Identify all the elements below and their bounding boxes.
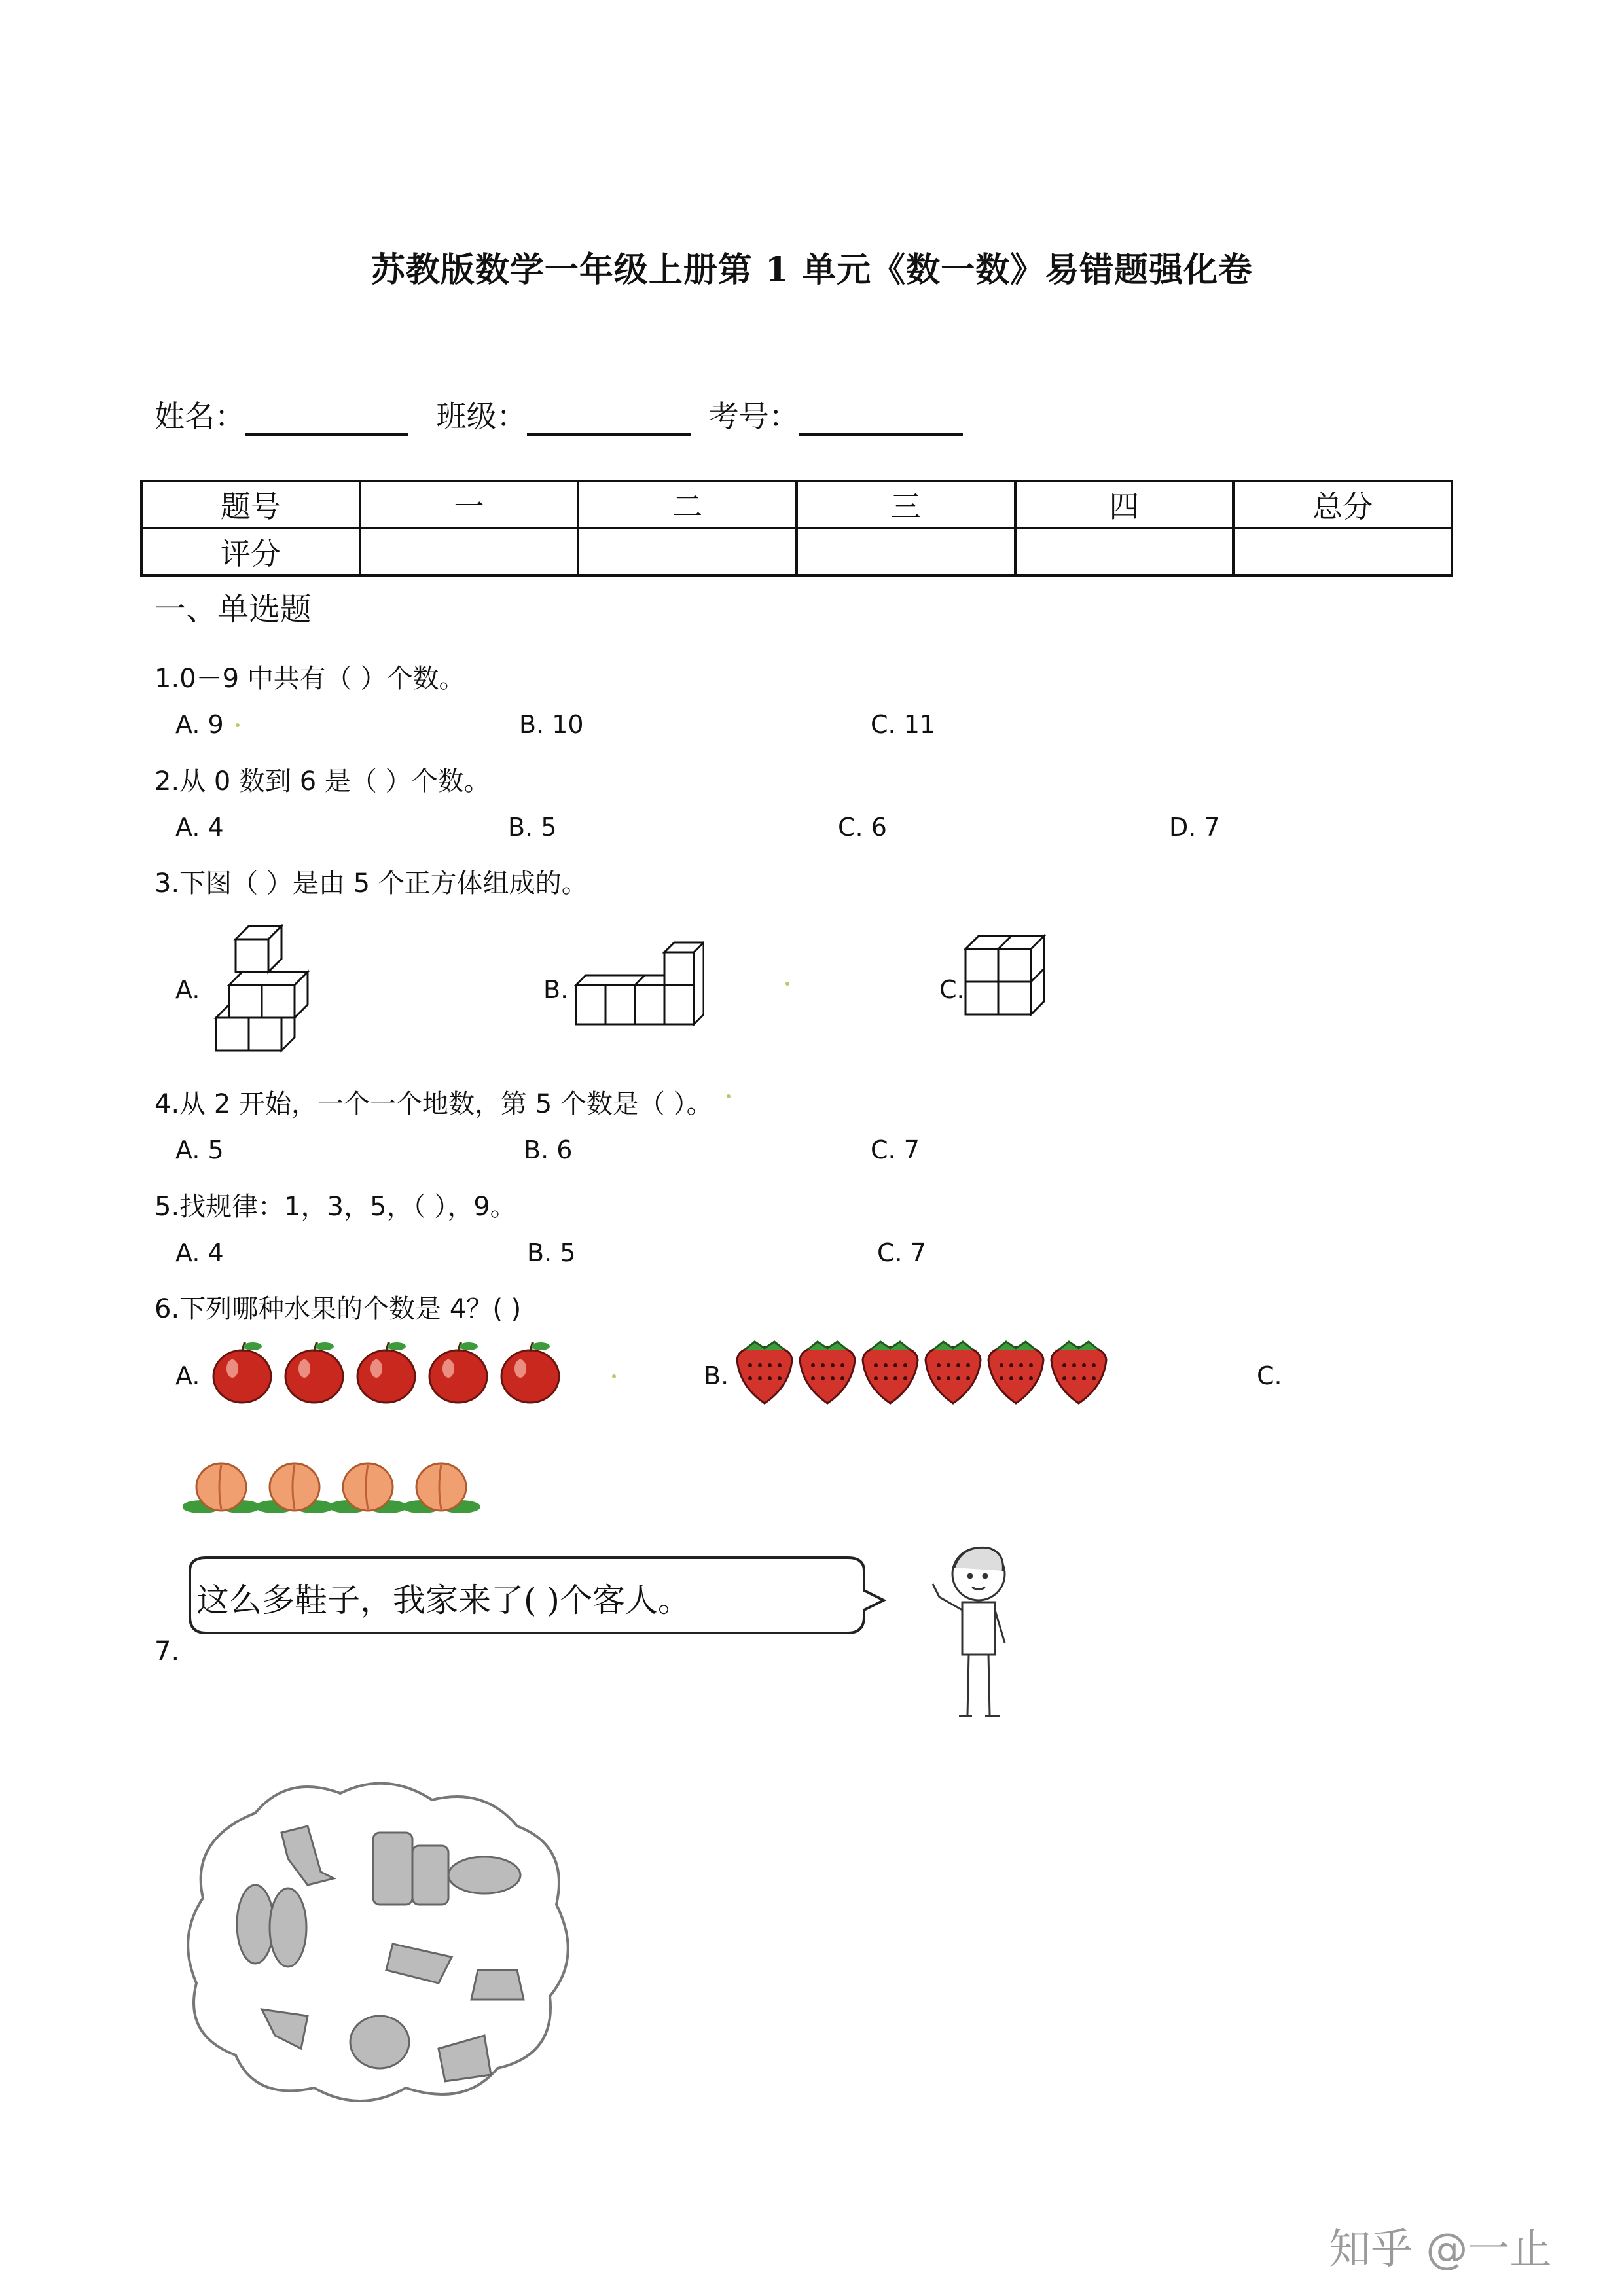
boy-illustration [916,1538,1034,1734]
score-table [140,480,1453,577]
score-table-header-row [141,481,1452,528]
q6-option-a[interactable]: A. [175,1361,200,1390]
q4-option-b[interactable]: B. 6 [524,1136,573,1164]
class-blank[interactable] [527,407,691,436]
strawberry-icon [863,1342,918,1403]
speck [785,982,789,986]
score-cell[interactable] [360,528,579,575]
q3-option-c[interactable]: C. [939,975,965,1004]
question-4: 4.从 2 开始，一个一个地数，第 5 个数是（ ）。 [154,1089,713,1119]
q1-option-c[interactable]: C. 11 [871,710,936,739]
exam-no-label: 考号： [708,399,799,434]
score-header-cell: 题号 [141,481,360,528]
watermark: 知乎 @一止 [1329,2225,1552,2274]
peach-icon [183,1463,261,1513]
page-title: 苏教版数学一年级上册第 1 单元《数一数》易错题强化卷 [370,250,1254,290]
q3-option-a[interactable]: A. [175,975,200,1004]
q2-option-a[interactable]: A. 4 [175,813,224,842]
q5-option-a[interactable]: A. 4 [175,1238,224,1267]
q2-option-c[interactable]: C. 6 [838,813,887,842]
peaches-row [183,1453,484,1525]
strawberries-row [733,1335,1126,1407]
q4-option-c[interactable]: C. 7 [871,1136,920,1164]
question-5: 5.找规律：1，3，5，（ ），9。 [154,1192,516,1222]
strawberry-icon [988,1342,1043,1403]
speech-text: 这么多鞋子，我家来了( )个客人。 [196,1581,691,1619]
apple-icon [285,1342,343,1403]
peach-icon [402,1463,480,1513]
question-6: 6.下列哪种水果的个数是 4？( ) [154,1294,522,1324]
peach-icon [329,1463,407,1513]
peach-icon [255,1463,334,1513]
speck [236,723,240,727]
cube-figure-b [573,936,704,1041]
apples-row [209,1338,576,1410]
name-label: 姓名： [154,399,245,434]
apple-icon [357,1342,415,1403]
speck [612,1374,616,1378]
q1-option-b[interactable]: B. 10 [519,710,584,739]
score-header-cell: 四 [1015,481,1234,528]
name-blank[interactable] [245,407,408,436]
apple-icon [429,1342,487,1403]
score-row-label: 评分 [141,528,360,575]
exam-no-blank[interactable] [799,407,963,436]
score-cell[interactable] [797,528,1015,575]
apple-icon [501,1342,559,1403]
speck [727,1094,731,1098]
q4-option-a[interactable]: A. 5 [175,1136,224,1164]
apple-icon [213,1342,271,1403]
q6-option-b[interactable]: B. [704,1361,729,1390]
student-info [154,393,981,436]
question-7: 7. [154,1636,180,1666]
class-label: 班级： [436,399,527,434]
score-cell[interactable] [1015,528,1234,575]
score-cell[interactable] [1233,528,1452,575]
cube-figure-c [962,933,1060,1024]
question-1: 1.0－9 中共有（ ）个数。 [154,664,465,694]
score-cell[interactable] [578,528,797,575]
q1-option-a[interactable]: A. 9 [175,710,224,739]
q6-option-c[interactable]: C. [1257,1361,1282,1390]
section-heading-1: 一、单选题 [154,591,312,628]
q2-option-d[interactable]: D. 7 [1169,813,1220,842]
score-header-cell: 二 [578,481,797,528]
q5-option-c[interactable]: C. 7 [877,1238,926,1267]
question-2: 2.从 0 数到 6 是（ ）个数。 [154,766,490,797]
strawberry-icon [1051,1342,1106,1403]
score-table-score-row [141,528,1452,575]
shoes-cloud [177,1774,583,2114]
strawberry-icon [737,1342,792,1403]
q3-option-b[interactable]: B. [543,975,569,1004]
strawberry-icon [800,1342,855,1403]
strawberry-icon [926,1342,981,1403]
score-header-cell: 总分 [1233,481,1452,528]
score-header-cell: 一 [360,481,579,528]
q5-option-b[interactable]: B. 5 [527,1238,576,1267]
question-3: 3.下图（ ）是由 5 个正方体组成的。 [154,869,588,899]
cube-figure-a [209,920,314,1057]
score-header-cell: 三 [797,481,1015,528]
q2-option-b[interactable]: B. 5 [508,813,557,842]
